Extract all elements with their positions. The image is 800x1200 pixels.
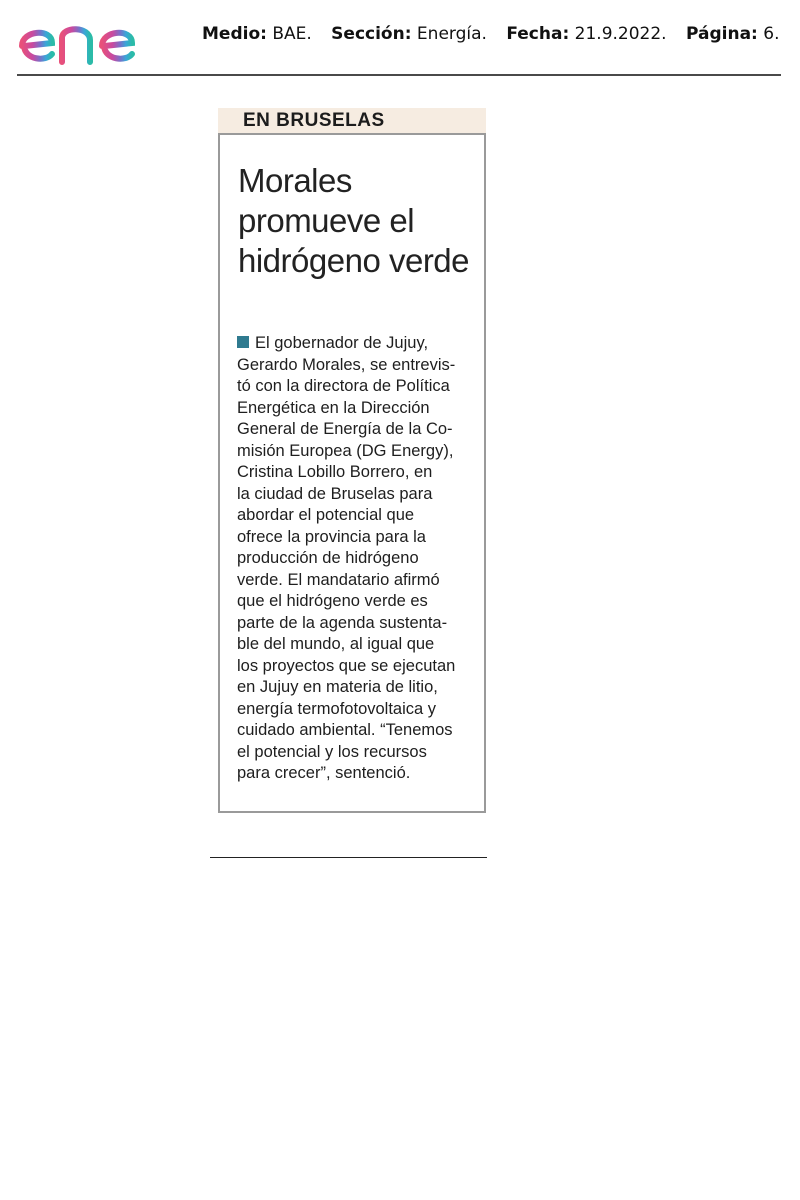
body-line: cuidado ambiental. “Tenemos <box>237 721 453 739</box>
pagina-label: Página: <box>686 24 758 44</box>
article-headline <box>238 161 478 281</box>
medio-label: Medio: <box>202 24 267 44</box>
fecha-label: Fecha: <box>506 24 570 44</box>
fecha-value: 21.9.2022. <box>574 24 667 44</box>
body-line: tó con la directora de Política <box>237 377 450 395</box>
enel-logo <box>16 8 171 68</box>
headline-line: promueve el <box>238 202 415 239</box>
body-line: la ciudad de Bruselas para <box>237 484 433 503</box>
medio-value: BAE. <box>272 24 312 44</box>
body-line: para crecer”, sentenció. <box>237 764 411 782</box>
body-line: ble del mundo, al igual que <box>237 635 435 653</box>
body-line: verde. El mandatario afirmó <box>237 570 440 589</box>
headline-line: hidrógeno verde <box>238 242 470 279</box>
article-body <box>237 333 477 785</box>
section-tag-label: EN BRUSELAS <box>243 110 385 131</box>
body-line: abordar el potencial que <box>237 506 415 524</box>
body-line: Energética en la Dirección <box>237 398 430 417</box>
enel-logo-mark <box>16 8 171 68</box>
bullet-square-icon <box>237 336 249 348</box>
body-line: energía termofotovoltaica y <box>237 699 437 718</box>
body-line: misión Europea (DG Energy), <box>237 441 454 460</box>
body-line: General de Energía de la Co- <box>237 420 453 438</box>
body-line: Gerardo Morales, se entrevis- <box>237 355 456 374</box>
body-line: ofrece la provincia para la <box>237 527 426 546</box>
seccion-label: Sección: <box>331 24 412 44</box>
headline-line: Morales <box>238 162 352 199</box>
pagina-value: 6. <box>763 24 780 44</box>
body-line: en Jujuy en materia de litio, <box>237 678 438 696</box>
body-line: los proyectos que se ejecutan <box>237 656 456 675</box>
body-line <box>237 333 477 355</box>
body-line: producción de hidrógeno <box>237 549 419 567</box>
body-line-text: El gobernador de Jujuy, <box>255 334 429 352</box>
body-line: parte de la agenda sustenta- <box>237 613 448 632</box>
header-divider <box>17 74 781 76</box>
seccion-value: Energía. <box>416 24 487 44</box>
body-line: el potencial y los recursos <box>237 742 427 761</box>
body-line: que el hidrógeno verde es <box>237 592 428 610</box>
clipping-meta <box>202 24 779 44</box>
section-tag <box>218 108 486 133</box>
article-box <box>218 133 486 813</box>
body-line: Cristina Lobillo Borrero, en <box>237 463 433 481</box>
bottom-divider <box>210 857 487 858</box>
